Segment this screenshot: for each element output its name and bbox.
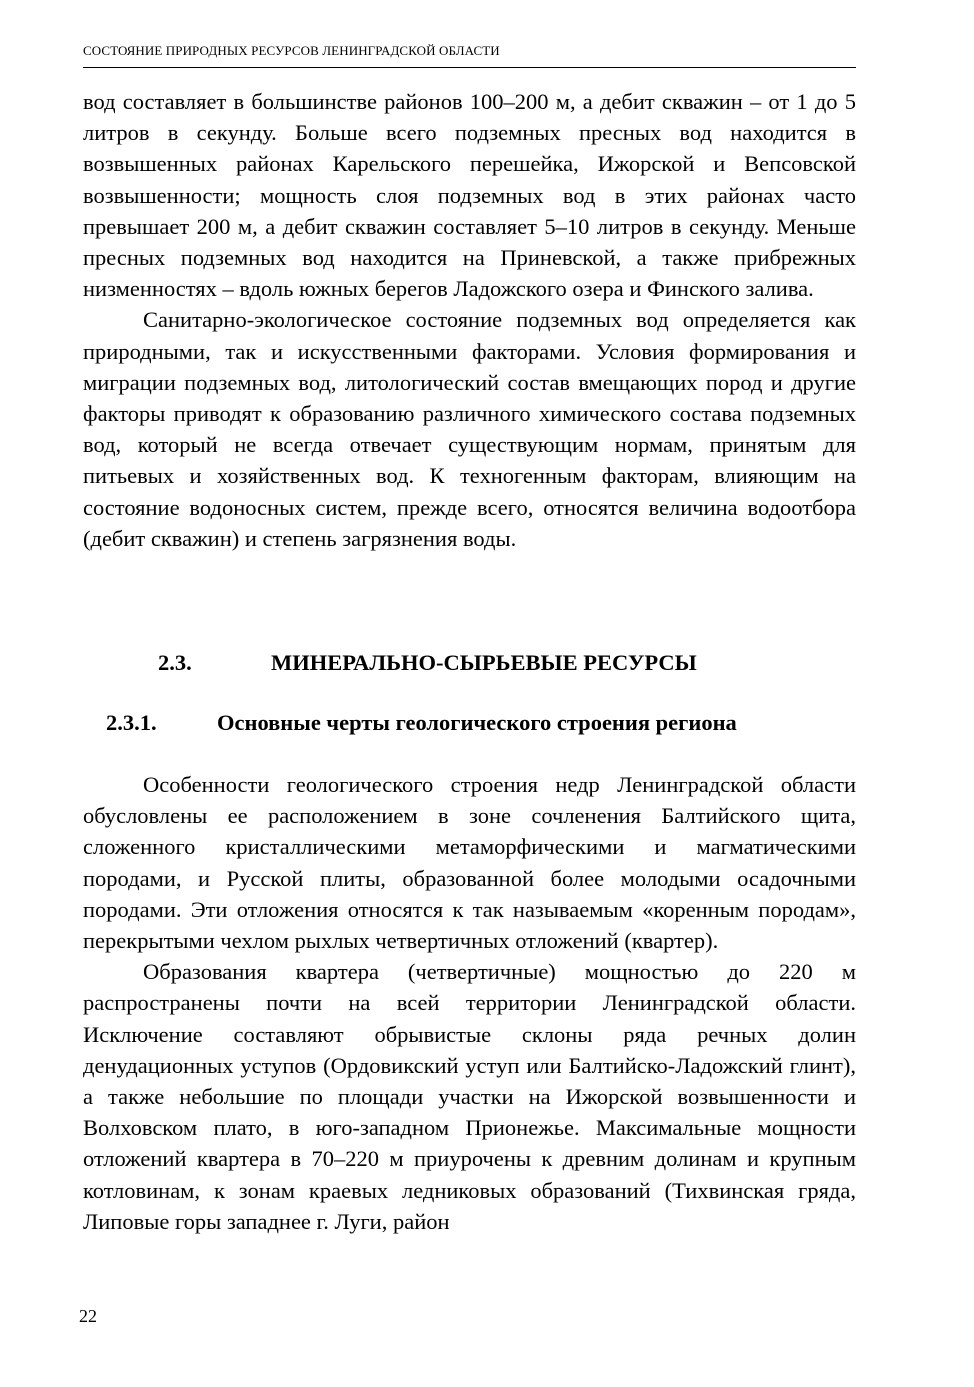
running-header: СОСТОЯНИЕ ПРИРОДНЫХ РЕСУРСОВ ЛЕНИНГРАДСКОЙ ОБЛАСТИ [83, 41, 856, 68]
body-text-groundwater [83, 86, 856, 554]
subsection-number-2-3-1: 2.3.1. [106, 710, 157, 735]
paragraph-sanitary-state: Санитарно-экологическое состояние подземных вод определяется как природными, так и искусственными факторами. Условия формирования и миграции подземных вод, литологический состав вмещающих пород и другие факторы приводят к образованию различного химического состава подземных вод, который не всегда отвечает существующим нормам, принятым для питьевых и хозяйственных вод. К техногенным факторам, влияющим на состояние водоносных систем, прежде всего, относятся величина водоотбора (дебит скважин) и степень загрязнения воды. [83, 307, 856, 551]
paragraph-geology-features: Особенности геологического строения недр Ленинградской области обусловлены ее расположением в зоне сочленения Балтийского щита, сложенного кристаллическими метаморфическими и магматическими породами, и Русской плиты, образованной более молодыми осадочными породами. Эти отложения относятся к так называемым «коренным породам», перекрытыми чехлом рыхлых четвертичных отложений (квартер). [83, 772, 856, 954]
paragraph-quaternary: Образования квартера (четвертичные) мощностью до 220 м распространены почти на всей территории Ленинградской области. Исключение составляют обрывистые склоны ряда речных долин денудационных уступов (Ордовикский уступ или Балтийско-Ладожский глинт), а также небольшие по площади участки на Ижорской возвышенности и Волховском плато, в юго-западном Прионежье. Максимальные мощности отложений квартера в 70–220 м приурочены к древним долинам и крупным котловинам, к зонам краевых ледниковых образований (Тихвинская гряда, Липовые горы западнее г. Луги, район [83, 959, 856, 1234]
paragraph-continuation: вод составляет в большинстве районов 100–200 м, а дебит скважин – от 1 до 5 литров в секунду. Больше всего подземных пресных вод находится в возвышенных районах Карельского перешейка, Ижорской и Вепсовской возвышенности; мощность слоя подземных вод в этих районах часто превышает 200 м, а дебит скважин составляет 5–10 литров в секунду. Меньше пресных подземных вод находится на Приневской, а также прибрежных низменностях – вдоль южных берегов Ладожского озера и Финского залива. [83, 89, 856, 302]
page-number: 22 [79, 1306, 97, 1326]
section-number-2-3: 2.3. [158, 650, 192, 675]
subsection-title-geology: Основные черты геологического строения региона [217, 710, 737, 735]
section-title-mineral-resources: МИНЕРАЛЬНО-СЫРЬЕВЫЕ РЕСУРСЫ [271, 650, 697, 675]
body-text-geology [83, 769, 856, 1237]
